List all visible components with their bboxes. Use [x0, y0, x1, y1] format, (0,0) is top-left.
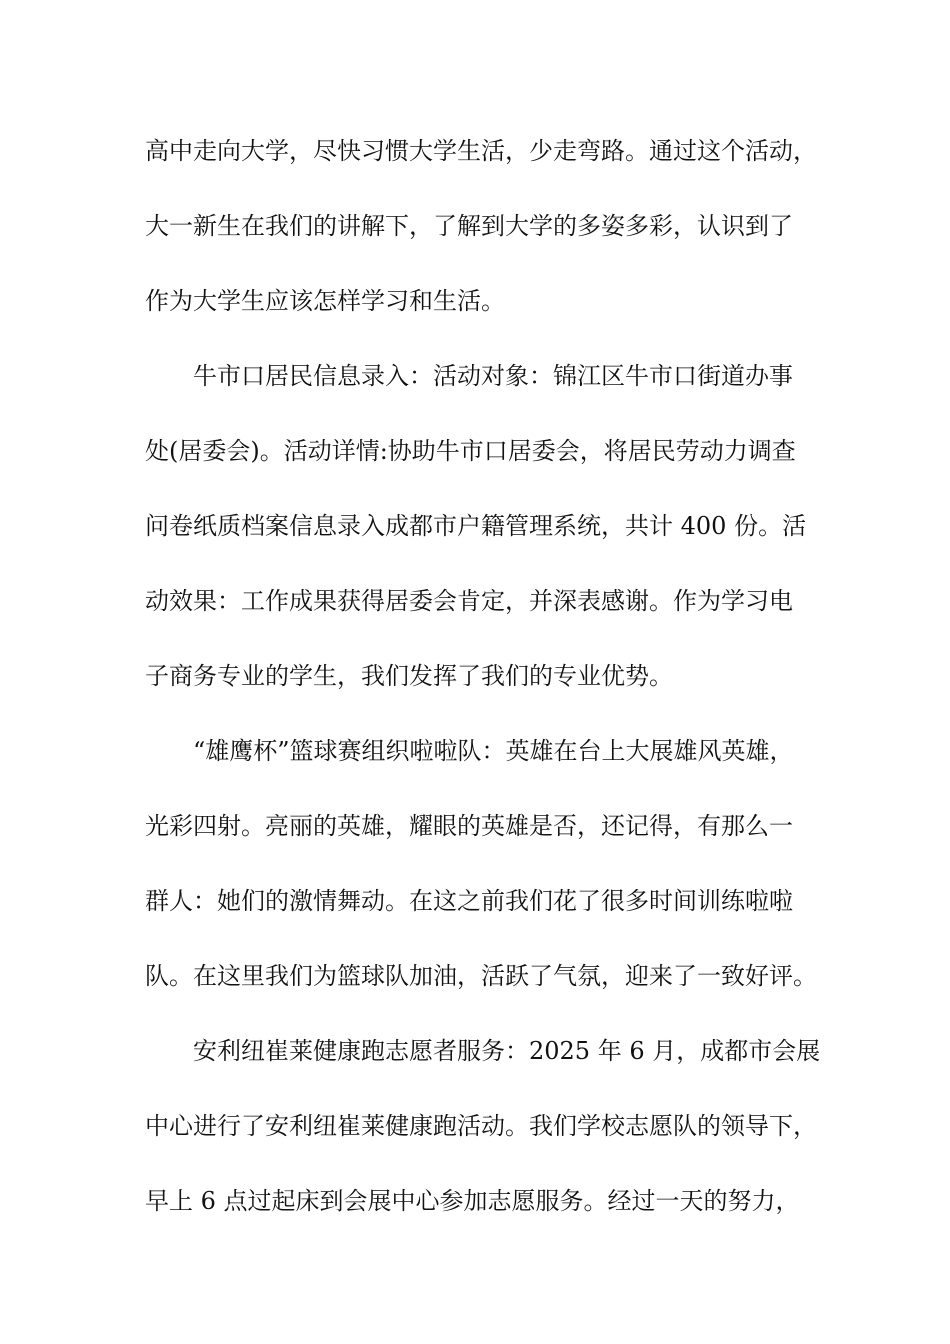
text-line: 大一新生在我们的讲解下，了解到大学的多姿多彩，认识到了 — [145, 212, 793, 240]
text-line: 光彩四射。亮丽的英雄，耀眼的英雄是否，还记得，有那么一 — [145, 812, 793, 840]
paragraph-start-line: 牛市口居民信息录入：活动对象：锦江区牛市口街道办事 — [193, 362, 793, 390]
text-line: 队。在这里我们为篮球队加油，活跃了气氛，迎来了一致好评。 — [145, 962, 817, 990]
text-line: 早上 6 点过起床到会展中心参加志愿服务。经过一天的努力， — [145, 1187, 800, 1215]
text-line: 作为大学生应该怎样学习和生活。 — [145, 287, 505, 315]
text-line: 处(居委会)。活动详情:协助牛市口居委会，将居民劳动力调查 — [145, 437, 796, 465]
paragraph-start-line: “雄鹰杯”篮球赛组织啦啦队：英雄在台上大展雄风英雄， — [193, 737, 794, 765]
text-line: 子商务专业的学生，我们发挥了我们的专业优势。 — [145, 662, 673, 690]
text-line: 群人：她们的激情舞动。在这之前我们花了很多时间训练啦啦 — [145, 887, 793, 915]
text-line: 中心进行了安利纽崔莱健康跑活动。我们学校志愿队的领导下， — [145, 1112, 817, 1140]
text-line: 高中走向大学，尽快习惯大学生活，少走弯路。通过这个活动， — [145, 137, 817, 165]
paragraph-start-line: 安利纽崔莱健康跑志愿者服务：2025 年 6 月，成都市会展 — [193, 1037, 821, 1065]
text-line: 动效果：工作成果获得居委会肯定，并深表感谢。作为学习电 — [145, 587, 793, 615]
text-line: 问卷纸质档案信息录入成都市户籍管理系统，共计 400 份。活 — [145, 512, 807, 540]
